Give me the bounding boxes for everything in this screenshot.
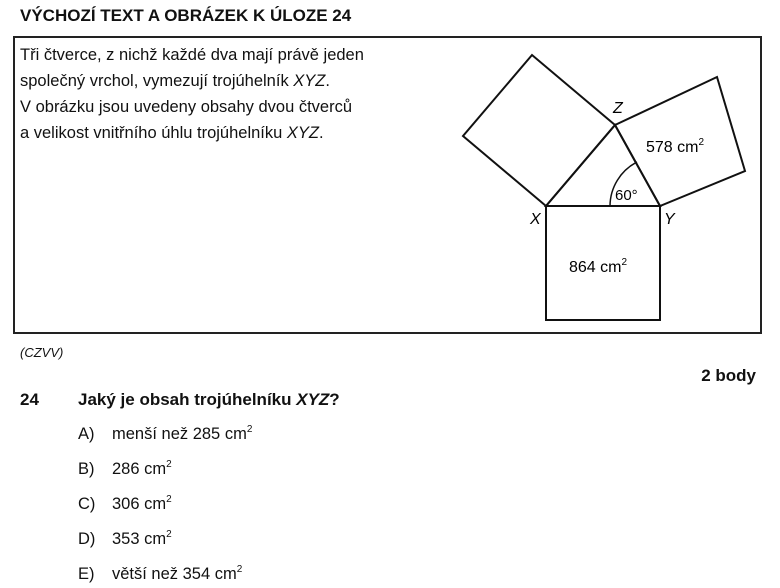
intro-line-1: Tři čtverce, z nichž každé dva mají právě jeden [20, 46, 364, 64]
option-d[interactable]: D) 353 $cm^2$ [78, 529, 172, 548]
option-c[interactable]: C) 306 $cm^2$ [78, 494, 172, 513]
option-a[interactable]: A) menší než 285 $cm^2$ [78, 424, 253, 443]
question-text: Jaký je obsah trojúhelníku XYZ? [78, 390, 340, 409]
intro-line-3: V obrázku jsou uvedeny obsahy dvou čtverců [20, 98, 353, 116]
option-e[interactable]: E) větší než 354 $cm^2$ [78, 564, 243, 583]
intro-line-4: a velikost vnitřního úhlu trojúhelníku XYZ. [20, 124, 324, 142]
vertex-z-label: Z [613, 100, 623, 117]
area-label-bottom: 864 $cm^2$ [569, 257, 628, 276]
area-label-right: 578 $cm^2$ [646, 137, 705, 156]
points-label: 2 body [701, 366, 756, 385]
option-b[interactable]: B) 286 $cm^2$ [78, 459, 172, 478]
heading: VÝCHOZÍ TEXT A OBRÁZEK K ÚLOZE 24 [20, 6, 352, 25]
angle-label: 60° [615, 187, 638, 204]
intro-line-2: společný vrchol, vymezují trojúhelník XYZ. [20, 72, 330, 90]
question-number: 24 [20, 390, 39, 409]
intro-text [20, 42, 410, 146]
vertex-x-label: X [530, 211, 541, 228]
vertex-y-label: Y [664, 211, 675, 228]
source-credit: (CZVV) [20, 345, 64, 360]
